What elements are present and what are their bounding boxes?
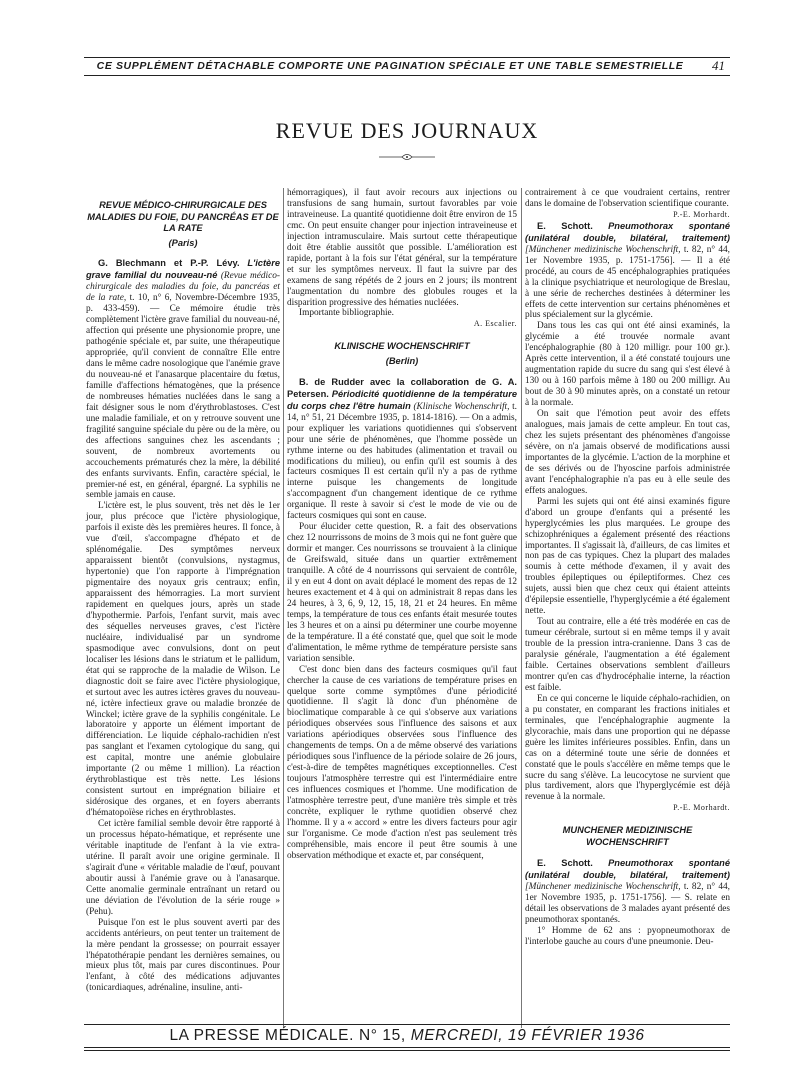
section-city: (Paris)	[168, 237, 198, 248]
article-paragraph: C'est donc bien dans des facteurs cosmiques qu'il faut chercher la cause de ces variations de température prises en quelque sorte comme symptômes d'une périodicité quotidienne. Il s'agit là donc d'un phénomène de bioclimatique comparable à ce qui s'observe aux variations périodiques observées sous l'influence des saisons et aux variations apériodiques observées sous l'influence des changements de temps. On a de même observé des variations périodiques sous l'influence de la période solaire de 26 jours, c'est-à-dire de tempêtes magnétiques exceptionnelles. C'est toujours l'atmosphère terrestre qui est l'intermédiaire entre ces influences cosmiques et l'homme. Une modification de l'atmosphère terrestre peut, d'une manière très simple et très concrète, expliquer le rythme quotidien observé chez l'homme. Il y a « accord » entre les divers facteurs pour agir sur l'organisme. Ce mode d'action n'est pas seulement très compréhensible, mais encore il peut être soumis à une observation méthodique et exacte et, par conséquent,	[287, 664, 517, 861]
article-citation: t. 10, n° 6, Novembre-Décembre 1935, p. 433-459).	[86, 293, 280, 315]
article-paragraph: Cet ictère familial semble devoir être rapporté à un processus hépato-hématique, et représente une véritable inaptitude de l'enfant à la vie extra-utérine. Il paraît avoir une origine germinale. Il s'agirait d'une « véritable maladie de l'œuf, pouvant aboutir aussi à l'anémie grave ou à l'anasarque. Cette anomalie germinale entraînant un retard ou une déviation de l'évolution de la série rouge » (Pehu).	[86, 819, 280, 917]
article-signature: A. Escalier.	[473, 319, 517, 329]
article-paragraph: En ce qui concerne le liquide céphalo-rachidien, on a pu constater, en comparant les fractions initiales et terminales, que l'encéphalographie augmente la glycorachie, mais dans une proportion qui ne dépasse guère les limites inférieures possibles. Enfin, dans un cas on a déterminé toute une série de données et constaté que le pouls s'accélère en même temps que le sucre du sang s'élève. La leucocytose ne survient que plus tardivement, alors que l'hyperglycémie est déjà revenue à la normale.	[525, 693, 730, 803]
article-author: B. de Rudder avec la collaboration de G. A. Petersen.	[287, 376, 517, 399]
article-paragraph: Pour élucider cette question, R. a fait des observations chez 12 nourrissons de moins de 3 mois qui ne font guère que dormir et manger. Ces nourrissons se trouvaient à la clinique de Greifswald, située dans un quartier extrêmement tranquille. A côté de 4 nourrissons qui servaient de contrôle, il y en eut 4 dont on avait déplacé le moment des repas de 12 heures exactement et 4 à qui on administrait 8 repas dans les 24 heures, à 3, 6, 9, 12, 15, 18, 21 et 24 heures. En même temps, la température de tous ces enfants était mesurée toutes les 3 heures et on a ainsi pu déterminer une courbe moyenne de la température. Il a été constaté que, quel que soit le mode d'alimentation, le même rythme de température persiste sans variation sensible.	[287, 522, 517, 664]
article-author: E. Schott.	[537, 858, 593, 869]
article-bibliography: Importante bibliographie.	[299, 308, 395, 319]
article-journal: [Münchener medizinische Wochenschrift,	[525, 244, 681, 255]
article-journal: (Klinische Wochenschrift,	[413, 401, 510, 412]
article-paragraph: L'ictère est, le plus souvent, très net dès le 1er jour, plus précoce que l'ictère physiologique, parfois il existe dès les premières heures. Il fonce, à vue d'œil, s'accompagne d'hépato et de splénomégalie. Des symptômes nerveux apparaissent bientôt (convulsions, nystagmus, hypertonie) que l'on rapporte à l'imprégnation pigmentaire des noyaux gris centraux; enfin, apparaissent des hémorragies. La mort survient rapidement en quelques jours, après un stade d'hypothermie. Parfois, l'enfant survit, mais avec des séquelles nerveuses graves, c'est l'ictère nucléaire, individualisé par un syndrome spasmodique avec convulsions, dont on peut localiser les lésions dans le striatum et le pallidum, état qui se rapproche de la maladie de Wilson. Le diagnostic doit se faire avec l'ictère physiologique, et surtout avec les autres ictères graves du nouveau-né, ictère infectieux grave ou maladie bronzée de Winckel; ictère grave de la syphilis congénitale. Le laboratoire y apporte un élément important de différenciation. Le liquide céphalo-rachidien n'est pas sanglant et l'examen cytologique du sang, qui est capital, montre une anémie globulaire importante (2 ou même 1 million). La réaction érythroblastique est très nette. Les lésions consistent surtout en imprégnation biliaire et sidérosique des organes, et en foyers aberrants d'hématopoïèse riches en érythroblastes.	[86, 501, 280, 819]
supplement-notice: CE SUPPLÉMENT DÉTACHABLE COMPORTE UNE PAGINATION SPÉCIALE ET UNE TABLE SEMESTRIELLE	[96, 60, 684, 72]
article-title: Pneumothorax spontané (unilatéral double, bilatéral, traitement)	[525, 858, 731, 881]
column-divider-2	[521, 188, 522, 1028]
article-paragraph: hémorragiques), il faut avoir recours aux injections ou transfusions de sang humain, surtout favorables par voie intraveineuse. La quantité quotidienne doit être environ de 15 cmc. On peut ensuite changer pour injection intraveineuse et injection intramusculaire. Mais surtout cette thérapeutique doit être établie aussitôt que possible. L'amélioration est rapide, portant à la fois sur l'état général, sur la température et sur les symptômes nerveux. Il faut la suivre par des examens de sang répétés de 2 jours en 2 jours; ils montrent l'augmentation du nombre des globules rouges et la disparition progressive des hématies nucléées.	[287, 188, 517, 308]
article-paragraph: contrairement à ce que voudraient certains, rentrer dans le domaine de l'observation scientifique courante.	[525, 188, 730, 209]
article-journal: (Revue médico-chirurgicale des maladies du foie, du pancréas et de la rate,	[86, 271, 280, 304]
article-author: G. Blechmann et P.-P. Lévy.	[98, 258, 240, 269]
footer-rule-bottom-2	[84, 1050, 730, 1051]
article-title: L'ictère grave familial du nouveau-né	[86, 258, 281, 281]
footer-day: MERCREDI,	[410, 1027, 504, 1044]
column-1	[86, 200, 280, 994]
footer-rule-top	[84, 1024, 730, 1025]
article-paragraph: On sait que l'émotion peut avoir des effets analogues, mais jamais de cette ampleur. En tout cas, chez les sujets présentant des phénomènes d'angoisse sévère, on n'a jamais observé de modifications aussi importantes de la glycémie. L'action de la morphine et de ses dérivés ou de l'hyoscine parfois administrée avant l'encéphalographie n'a pas eu à elle seule des effets analogues.	[525, 409, 730, 496]
ornament-icon	[377, 152, 437, 162]
section-heading: KLINISCHE WOCHENSCHRIFT	[334, 341, 470, 352]
article-text: — On a admis, pour expliquer les variations quotidiennes qui s'observent pour une série de phénomènes, que l'homme possède un rythme interne ou des habitudes (alimentation et travail ou modifications du milieu), ou enfin qu'il est soumis à des facteurs cosmiques Il est certain qu'il n'y a pas de rythme interne puisque les changements de longitude s'accompagnent d'un changement identique de ce rythme organique. Il reste à savoir si c'est le mode de vie ou de facteurs cosmiques qui sont en cause.	[287, 412, 517, 522]
page-footer	[84, 1027, 730, 1045]
article-citation: t. 14, n° 51, 21 Décembre 1935, p. 1814-1816).	[287, 401, 518, 423]
article-author: E. Schott.	[537, 220, 593, 231]
footer-date: 19 FÉVRIER 1936	[508, 1027, 645, 1044]
article-text: — Ce mémoire étudie très complètement l'ictère grave familial du nouveau-né, affection qui présente une physionomie propre, une pathogénie spéciale et, par suite, une thérapeutique appropriée, qu'il convient de connaître Elle entre dans le même cadre nosologique que l'anémie grave du nouveau-né et l'anasarque placentaire du fœtus, famille d'affections hématogènes, que la présence de nombreuses hématies nucléées dans le sang a fait désigner sous le nom d'érythroblastoses. C'est une maladie familiale, et on y retrouve souvent une fragilité sanguine spéciale du père ou de la mère, ou des affections sanguines chez les ascendants ; souvent, de nombreux avortements ou accouchements prématurés chez la mère, la débilité des enfants survivants. Enfin, caractère spécial, le premier-né est, en général, épargné. La syphilis ne semble jamais en cause.	[86, 304, 280, 501]
article-paragraph	[525, 221, 730, 322]
article-signature: P.-E. Morhardt.	[673, 803, 730, 813]
article-citation: t. 82, n° 44, 1er Novembre 1935, p. 1751-1756].	[525, 244, 730, 266]
article-paragraph	[86, 258, 280, 501]
article-text: — S. relate en détail les observations de 3 malades ayant présenté des pneumothorax spontanés.	[525, 893, 730, 926]
column-divider-1	[283, 188, 284, 1028]
article-text: — Il a été procédé, au cours de 45 encéphalographies pratiquées à la clinique psychiatrique et neurologique de Breslau, à une série de recherches destinées à déterminer les effets de cette intervention sur certains phénomènes et plus spécialement sur la glycémie.	[525, 255, 730, 321]
header-rule-bottom	[84, 75, 730, 76]
footer-issue: N° 15,	[358, 1027, 406, 1044]
article-paragraph	[287, 377, 517, 522]
article-title: Pneumothorax spontané (unilatéral double, bilatéral, traitement)	[525, 220, 731, 243]
masthead-title: REVUE DES JOURNAUX	[275, 118, 539, 143]
article-journal: [Münchener medizinische Wochenschrift,	[525, 882, 681, 893]
article-paragraph: Parmi les sujets qui ont été ainsi examinés figure d'abord un groupe d'enfants qui a présenté les hyperglycémies les plus marquées. Le groupe des schizophréniques a également présenté des réactions importantes. Il s'agissait là, d'ailleurs, de cas limites et non pas de cas typiques. Chez la plupart des malades soumis à cette méthode d'examen, il y avait des troubles épileptiques ou épileptiformes. Chez ces sujets, aussi bien que chez ceux qui étaient atteints d'épilepsie essentielle, l'hyperglycémie a été également nette.	[525, 496, 730, 617]
article-paragraph: Dans tous les cas qui ont été ainsi examinés, la glycémie a été trouvée normale avant l'encéphalographie (80 à 120 milligr. pour 100 gr.). Après cette intervention, il a été constaté toujours une augmentation rapide du sucre du sang qui s'est élevé à 130 ou à 160 parfois même à 180 ou 200 milligr. Au bout de 30 à 90 minutes après, on a constaté un retour à la normale.	[525, 321, 730, 409]
page-number: 41	[712, 58, 725, 73]
section-city: (Berlin)	[385, 355, 419, 366]
column-3	[525, 188, 730, 948]
article-citation: t. 82, n° 44, 1er Novembre 1935, p. 1751-1756].	[525, 882, 730, 904]
section-heading: MUNCHENER MEDIZINISCHE WOCHENSCHRIFT	[562, 825, 693, 847]
article-title: Périodicité quotidienne de la température du corps chez l'être humain	[287, 388, 517, 411]
article-paragraph: Puisque l'on est le plus souvent averti par des accidents antérieurs, on peut tenter un traitement de la mère pendant la grossesse; on pourrait essayer l'hépatothérapie pendant les dernières semaines, ou mieux plus tôt, mais par cures discontinues. Pour l'enfant, à côté des médications adjuvantes (tonicardiaques, adrénaline, insuline, anti-	[86, 917, 280, 994]
header-rule-top	[84, 57, 730, 58]
footer-journal: LA PRESSE MÉDICALE.	[169, 1027, 355, 1044]
article-paragraph	[525, 858, 730, 926]
article-signature: P.-E. Morhardt.	[673, 209, 730, 219]
article-paragraph: 1° Homme de 62 ans : pyopneumothorax de l'interlobe gauche au cours d'une pneumonie. Deu-	[525, 926, 730, 947]
section-heading: REVUE MÉDICO-CHIRURGICALE DES MALADIES DU FOIE, DU PANCRÉAS ET DE LA RATE	[87, 200, 279, 233]
article-paragraph: Tout au contraire, elle a été très modérée en cas de tumeur cérébrale, surtout si en même temps il y avait trouble de la pression intra-cranienne. Dans 3 cas de paralysie générale, l'augmentation a été également faible. Certaines observations semblent d'ailleurs montrer qu'en cas d'hydrocéphalie interne, la réaction est faible.	[525, 617, 730, 693]
footer-rule-bottom	[84, 1047, 730, 1048]
column-2	[287, 188, 517, 862]
